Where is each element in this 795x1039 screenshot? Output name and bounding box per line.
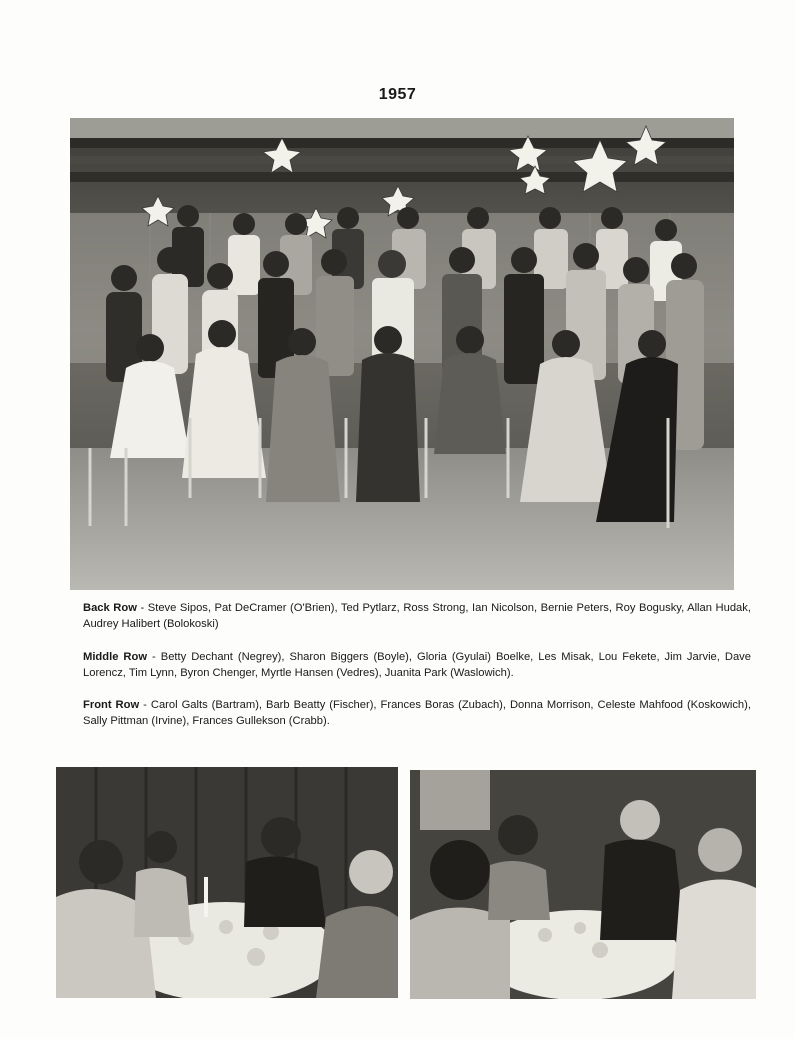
caption-middle-row — [83, 649, 751, 681]
caption-separator: - — [147, 651, 161, 663]
caption-names: Betty Dechant (Negrey), Sharon Biggers (Boyle), Gloria (Gyulai) Boelke, Les Misak, Lou Fekete, Jim Jarvie, Dave Lorencz, Tim Lynn, Byron Chenger, Myrtle Hansen (Vedres), Juanita Park (Waslowich). — [83, 651, 751, 679]
caption-separator: - — [136, 602, 148, 614]
caption-names: Steve Sipos, Pat DeCramer (O'Brien), Ted Pytlarz, Ross Strong, Ian Nicolson, Bernie Peters, Roy Bogusky, Allan Hudak, Audrey Halibert (Bolokoski) — [83, 602, 751, 630]
caption-names: Carol Galts (Bartram), Barb Beatty (Fischer), Frances Boras (Zubach), Donna Morrison, Celeste Mahfood (Koskowich), Sally Pittman (Irvine), Frances Gullekson (Crabb). — [83, 699, 751, 727]
caption-row-label: Middle Row — [83, 651, 148, 663]
caption-row-label: Back Row — [83, 602, 137, 614]
page-year-heading: 1957 — [378, 86, 417, 103]
caption-separator: - — [139, 699, 151, 711]
dinner-photo-left — [56, 767, 398, 998]
dinner-photo-right — [410, 770, 756, 999]
group-photo — [70, 118, 734, 590]
caption-row-label: Front Row — [83, 699, 140, 711]
caption-back-row — [83, 600, 751, 632]
caption-front-row — [83, 697, 751, 729]
